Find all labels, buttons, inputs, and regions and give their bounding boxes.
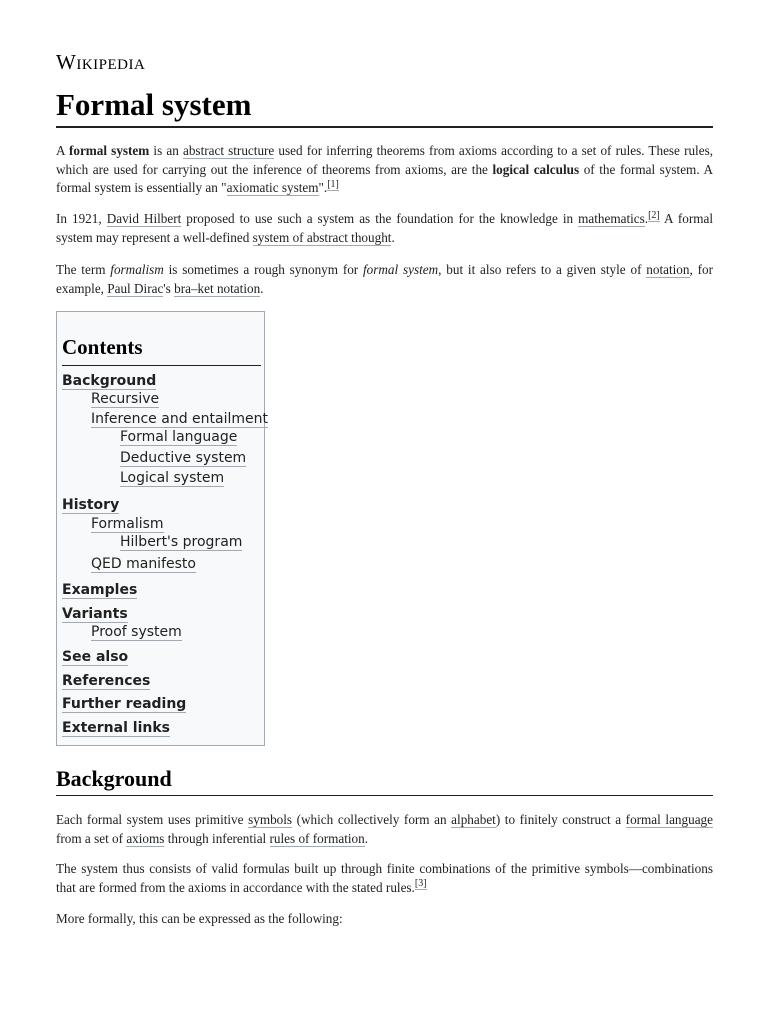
link-system-of-abstract-thought[interactable]: system of abstract thought	[252, 229, 392, 245]
link-symbols[interactable]: symbols	[248, 812, 293, 827]
link-axioms[interactable]: axioms	[126, 830, 165, 846]
link-abstract-structure[interactable]: abstract structure	[182, 143, 275, 158]
table-of-contents	[56, 311, 268, 746]
toc-item-further-reading[interactable]: Further reading	[62, 696, 187, 712]
toc-item-qed-manifesto[interactable]: QED manifesto	[91, 556, 196, 572]
toc-item-proof-system[interactable]: Proof system	[91, 624, 182, 640]
intro-paragraph-2: In 1921, David Hilbert proposed to use such a system as the foundation for the knowledge in mathematics.[2] A formal system may represent a well-defined system of abstract thought.	[56, 209, 713, 245]
toc-item-variants[interactable]: Variants	[62, 606, 128, 622]
toc-item-deductive-system[interactable]: Deductive system	[120, 450, 247, 466]
intro-paragraph-1: A formal system is an abstract structure used for inferring theorems from axioms according to a set of rules. These rules, which are used for carrying out the inference of theorems from axioms, are the logical calculus of the formal system. A formal system is essentially an "axiomatic system".[1]	[56, 143, 713, 195]
wikipedia-wordmark[interactable]: Wikipedia	[56, 50, 146, 74]
toc-item-inference-and-entailment[interactable]: Inference and entailment	[91, 411, 268, 427]
toc-item-see-also[interactable]: See also	[62, 649, 129, 665]
toc-item-hilberts-program[interactable]: Hilbert's program	[120, 534, 243, 550]
link-bra-ket-notation[interactable]: bra–ket notation	[174, 280, 261, 296]
toc-item-formal-language[interactable]: Formal language	[120, 429, 238, 445]
title-divider	[56, 126, 713, 128]
background-paragraph-2: The system thus consists of valid formulas built up through finite combinations of the primitive symbols—combinations that are formed from the axioms in accordance with the stated rules.[3]	[56, 861, 713, 895]
reference-2[interactable]: [2]	[648, 209, 660, 221]
page-title: Formal system	[56, 87, 252, 122]
link-rules-of-formation[interactable]: rules of formation	[269, 830, 365, 846]
toc-item-background[interactable]: Background	[62, 373, 157, 389]
link-david-hilbert[interactable]: David Hilbert	[106, 211, 182, 226]
toc-item-recursive[interactable]: Recursive	[91, 391, 160, 407]
section-heading-background: Background	[56, 766, 172, 791]
toc-item-formalism[interactable]: Formalism	[91, 516, 164, 532]
toc-item-external-links[interactable]: External links	[62, 720, 170, 736]
background-paragraph-3: More formally, this can be expressed as the following:	[56, 911, 343, 926]
toc-item-history[interactable]: History	[62, 497, 120, 513]
toc-item-examples[interactable]: Examples	[62, 582, 138, 598]
link-notation[interactable]: notation	[646, 262, 690, 277]
link-alphabet[interactable]: alphabet	[451, 812, 496, 827]
toc-title: Contents	[62, 335, 143, 359]
link-mathematics[interactable]: mathematics	[578, 211, 645, 226]
toc-item-logical-system[interactable]: Logical system	[120, 470, 225, 486]
intro-paragraph-3: The term formalism is sometimes a rough synonym for formal system, but it also refers to a given style of notation, for example, Paul Dirac's bra–ket notation.	[56, 262, 713, 296]
section-divider	[56, 795, 713, 796]
link-paul-dirac[interactable]: Paul Dirac	[107, 280, 164, 296]
reference-3[interactable]: [3]	[414, 878, 427, 890]
background-paragraph-1: Each formal system uses primitive symbols (which collectively form an alphabet) to finitely construct a formal language from a set of axioms through inferential rules of formation.	[56, 812, 713, 846]
link-formal-language[interactable]: formal language	[625, 812, 713, 827]
toc-item-references[interactable]: References	[62, 673, 151, 689]
link-axiomatic-system[interactable]: axiomatic system	[226, 180, 319, 195]
toc-divider	[62, 365, 261, 366]
reference-1[interactable]: [1]	[327, 178, 339, 190]
